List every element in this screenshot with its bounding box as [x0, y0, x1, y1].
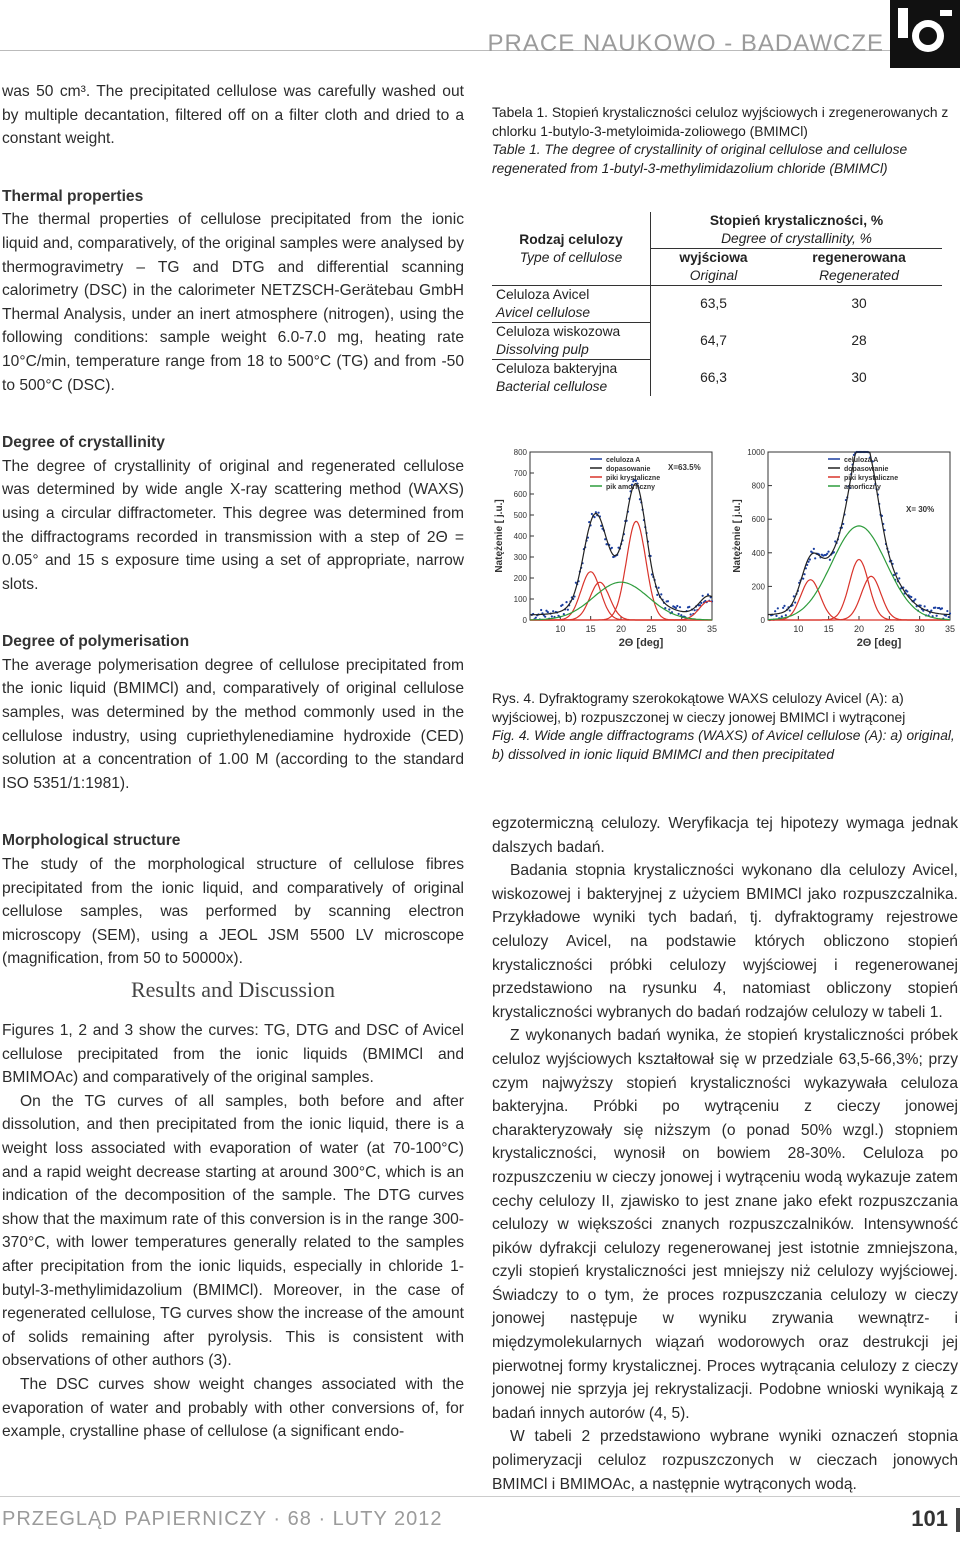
footer-rule: [0, 1496, 960, 1497]
y-tick-label: 0: [522, 616, 527, 625]
data-point: [934, 607, 936, 609]
data-point: [782, 607, 784, 609]
data-point: [783, 605, 785, 607]
legend-label: celuloza A: [844, 457, 879, 464]
fit-curve: [530, 484, 712, 615]
figure-4-diffractograms: [486, 440, 960, 670]
crystal-paragraph: The degree of crystallinity of original and regenerated cellulose was determined by wide angle X-ray scattering method (WAXS) using a circular diffractometer. This degree was determined from the diffractograms recorded in transmission with a step of 2Θ = 0.05° and 15 s exposure time using a set of appropriate, narrow slots.: [2, 457, 464, 593]
y-tick-label: 200: [513, 574, 527, 583]
data-point: [898, 577, 900, 579]
figure4-caption-en: Fig. 4. Wide angle diffractograms (WAXS) of Avicel cellulose (A): a) original, b) dissolved in ionic liquid BMIMCl and then precipitated: [492, 728, 955, 762]
y-tick-label: 100: [513, 595, 527, 604]
right-column: [492, 812, 958, 1496]
legend-label: celuloza A: [606, 457, 641, 464]
data-point: [675, 607, 677, 609]
y-tick-label: 600: [751, 515, 765, 525]
table-row: Celuloza wiskozowa Dissolving pulp 64,7 28: [492, 323, 942, 360]
morph-paragraph: The study of the morphological structure of cellulose fibres precipitated from the ionic liquid, and comparatively of original cellulose samples, was performed by scanning electron microscopy (SEM), using a JEOL JSM 5500 LV microscope (magnification, from 50 to 50000x).: [2, 856, 464, 968]
data-point: [936, 615, 938, 617]
right-paragraph-3: Z wykonanych badań wynika, że stopień krystaliczności próbek celuloz wyjściowych kształtował się w przedziale 63,5-66,3%; przy czym najwyższy stopień krystaliczności wykazywała celuloza bakteryjna. Próbki po wytrąceniu z cieczy jonowej charakteryzowały się niższym (o ponad 50% wzgl.) stopniem krystaliczności, wynosił on bowiem 28-30%. Celuloza po rozpuszczeniu w cieczy jonowej i wytrąceniu wodą wykazuje zatem cechy celulozy II, zjawisko to jest znane jako efekt rozpuszczania celulozy w większości znanych rozpuszczalników. Intensywność pików dyfrakcji celulozy regenerowanej jest istotnie zmniejszona, czyli stopień krystaliczności jest mniejszy niż celulozy wyjściowej. Świadczy to o tym, że proces rozpuszczania celulozy w cieczy jonowej następuje w wyniku zrywania wewnątrz- i międzymolekularnych wiązań wodorowych oraz destrukcji jej pierwotnej formy krystalicznej. Proces wytrącania celulozy z cieczy jonowej nie sprzyja jej rekrystalizacji. Podobne wnioski wynikają z badań innych autorów (4, 5).: [492, 1027, 958, 1422]
data-point: [565, 601, 567, 603]
intro-paragraph: was 50 cm³. The precipitated cellulose was carefully washed out by multiple decantation, filtered off on a filter cloth and dried to a constant weight.: [2, 83, 464, 148]
x-tick-label: 30: [676, 624, 687, 634]
x-tick-label: 25: [884, 624, 895, 634]
x-axis-label: 2Θ [deg]: [856, 637, 902, 649]
page-footer: [0, 1486, 960, 1546]
results-heading: Results and Discussion: [130, 977, 336, 1002]
data-point: [567, 609, 569, 611]
data-point: [813, 548, 815, 550]
x-tick-label: 35: [706, 624, 718, 634]
crystallinity-table: [492, 212, 942, 396]
results-paragraph-3: The DSC curves show weight changes associated with the evaporation of water and probably with other conversions of, for example, crystalline phase of cellulose (a significant endo-: [2, 1375, 464, 1441]
y-tick-label: 700: [513, 469, 527, 478]
x-tick-label: 35: [944, 624, 956, 634]
left-column: [2, 80, 464, 1444]
thermal-paragraph: The thermal properties of cellulose precipitated from the ionic liquid and, comparatively, of the original samples were analysed by thermogravimetry – TG and DTG and differential scanning calorimetry (DSC) in the calorimeter NETZSCH-Gerätebau GmbH Thermal Analysis, under an inert atmosphere (nitrogen), using the following conditions: sample weight 6.0-7.0 mg, heating rate 10°C/min, temperature range from 18 to 500°C (TG) and from -50 to 500°C (DSC).: [2, 211, 464, 394]
data-point: [547, 611, 549, 613]
figure4-caption: [492, 690, 958, 764]
y-tick-label: 800: [751, 481, 765, 491]
results-paragraph-1: Figures 1, 2 and 3 show the curves: TG, DTG and DSC of Avicel cellulose precipitated from the ionic liquids (BMIMCl and BMIMOAc) and comparatively of the original samples.: [2, 1022, 464, 1087]
data-point: [694, 609, 696, 611]
data-point: [924, 605, 926, 607]
component-curve: [768, 526, 950, 620]
x-tick-label: 10: [555, 624, 566, 634]
y-tick-label: 500: [513, 511, 527, 520]
data-point: [658, 587, 660, 589]
y-tick-label: 400: [513, 532, 527, 541]
crystal-heading: Degree of crystallinity: [2, 434, 165, 452]
x-tick-label: 30: [914, 624, 925, 634]
data-point: [814, 557, 816, 559]
figure4-caption-pl: Rys. 4. Dyfraktogramy szerokokątowe WAXS celulozy Avicel (A): a) wyjściowej, b) rozpuszczonej w cieczy jonowej BMIMCl i wytrąconej: [492, 691, 906, 725]
y-axis-label: Natężenie [ j.u.]: [494, 499, 505, 573]
morph-heading: Morphological structure: [2, 832, 181, 850]
data-point: [667, 600, 669, 602]
data-point: [809, 558, 811, 560]
data-point: [826, 553, 828, 555]
data-point: [561, 604, 563, 606]
journal-logo-icon: [890, 0, 960, 68]
data-point: [702, 595, 704, 597]
col-type-header: Rodzaj celulozy Type of cellulose: [492, 212, 651, 286]
journal-title: PRZEGLĄD PAPIERNICZY · 68 · LUTY 2012: [2, 1508, 443, 1530]
col-regenerated-header: regenerowana Regenerated: [776, 249, 942, 286]
data-point: [941, 607, 943, 609]
y-tick-label: 300: [513, 553, 527, 562]
x-tick-label: 20: [615, 624, 627, 634]
data-point: [552, 610, 554, 612]
data-point: [946, 610, 948, 612]
data-point: [794, 601, 796, 603]
x-tick-label: 20: [853, 624, 865, 634]
y-tick-label: 400: [751, 548, 765, 558]
data-point: [802, 578, 804, 580]
data-point: [707, 593, 709, 595]
results-paragraph-2: On the TG curves of all samples, both before and after dissolution, and then precipitated from the ionic liquid, there is a weight loss associated with evaporation of water (at 70-100°C) and a rapid weight decrease starting at around 300°C, which is an indication of the decomposition of the sample. The DTG curves show that the maximum rate of this conversion is in the range 300-370°C, with lower temperatures generally related to the samples after precipitation from the ionic liquids, especially in chloride 1-butyl-3-methylimidazolium (BMIMCl). Moreover, in the case of regenerated cellulose, TG curves show the increase of the amount of solids remaining after pyrolysis. This is consistent with observations of other authors (3).: [2, 1092, 464, 1370]
table1-caption-en: Table 1. The degree of crystallinity of original cellulose and cellulose regenerated from 1-butyl-3-methylimidazolium chloride (BMIMCl): [492, 142, 908, 176]
col-original-header: wyjściowa Original: [651, 249, 776, 286]
data-point: [535, 617, 537, 619]
right-paragraph-4: W tabeli 2 przedstawiono wybrane wyniki oznaczeń stopnia polimeryzacji celuloz rozpuszczonych w cieczach jonowych BMIMCl i BMIMOAc, a następnie wytrąconych wodą.: [492, 1428, 958, 1493]
right-paragraph-1: egzotermiczną celulozy. Weryfikacja tej hipotezy wymaga jednak dalszych badań.: [492, 815, 958, 856]
data-point: [777, 607, 779, 609]
data-point: [668, 608, 670, 610]
data-point: [789, 609, 791, 611]
data-point: [829, 559, 831, 561]
data-point: [827, 551, 829, 553]
data-point: [591, 513, 593, 515]
y-tick-label: 0: [760, 616, 765, 625]
x-tick-label: 10: [793, 624, 804, 634]
data-point: [611, 547, 613, 549]
annotation: X= 30%: [906, 505, 935, 514]
x-axis-label: 2Θ [deg]: [618, 637, 664, 649]
data-point: [688, 606, 690, 608]
table1-caption-pl: Tabela 1. Stopień krystaliczności celuloz wyjściowych i zregenerowanych z chlorku 1-butylo-3-metyloimida-zoliowego (BMIMCl): [492, 105, 949, 139]
data-point: [551, 615, 553, 617]
table-row: Celuloza Avicel Avicel cellulose 63,5 30: [492, 286, 942, 323]
data-point: [679, 606, 681, 608]
y-axis-label: Natężenie [ j.u.]: [732, 499, 743, 573]
data-point: [948, 616, 950, 618]
y-tick-label: 600: [513, 490, 527, 499]
poly-heading: Degree of polymerisation: [2, 633, 190, 651]
right-paragraph-2: Badania stopnia krystaliczności wykonano dla celulozy Avicel, wiskozowej i bakteryjnej z użyciem BMIMCl jako rozpuszczalnika. Przykładowe wyniki tych badań, tj. dyfraktogramy rejestrowe celulozy Avicel, na podstawie których obliczono stopień krystaliczności próbki celulozy wyjściowej i regenerowanej przedstawiono na rysunku 4, natomiast obliczony stopień krystaliczności wybranych do badań rodzajów celulozy w tabeli 1.: [492, 862, 958, 1021]
page-number-bar: [956, 1508, 960, 1532]
table-row: Celuloza bakteryjna Bacterial cellulose 66,3 30: [492, 360, 942, 397]
data-point: [781, 615, 783, 617]
page-header: [0, 0, 960, 70]
page-number: 101: [911, 1506, 948, 1531]
y-tick-label: 200: [751, 582, 765, 592]
data-point: [914, 598, 916, 600]
data-point: [775, 615, 777, 617]
data-point: [540, 609, 542, 611]
data-point: [563, 613, 565, 615]
x-tick-label: 15: [585, 624, 596, 634]
data-point: [910, 596, 912, 598]
legend-label: piki krystaliczne: [606, 475, 661, 482]
legend-label: pik amorficzny: [606, 484, 656, 491]
legend-label: dopasowanie: [606, 466, 651, 473]
data-point: [906, 590, 908, 592]
data-point: [593, 516, 595, 518]
x-tick-label: 25: [646, 624, 657, 634]
poly-paragraph: The average polymerisation degree of cellulose precipitated from the ionic liquid (BMIMCl) and, comparatively of original cellulose samples, was determined by the method commonly used in the cellulose industry, using cupriethylenediamine hydroxide (CED) solution at a concentration of 1.00 M (according to the standard ISO 5351/1:1981).: [2, 656, 464, 792]
component-curve: [530, 522, 712, 621]
data-point: [676, 605, 678, 607]
legend-label: amorficzny: [844, 484, 881, 491]
data-point: [690, 613, 692, 615]
data-point: [785, 614, 787, 616]
y-tick-label: 1000: [747, 448, 765, 457]
col-degree-header: Stopień krystaliczności, % Degree of crystallinity, %: [651, 212, 943, 249]
data-point: [803, 573, 805, 575]
data-point: [656, 594, 658, 596]
data-point: [774, 610, 776, 612]
legend-label: dopasowanie: [844, 466, 889, 473]
annotation: X=63.5%: [668, 463, 701, 472]
data-point: [660, 593, 662, 595]
legend-label: piki krystaliczne: [844, 475, 899, 482]
data-point: [678, 613, 680, 615]
section-title: PRACE NAUKOWO - BADAWCZE: [487, 30, 884, 57]
thermal-heading: Thermal properties: [2, 187, 144, 205]
table1-caption: [492, 104, 958, 178]
data-point: [597, 512, 599, 514]
y-tick-label: 800: [513, 448, 527, 457]
x-tick-label: 15: [823, 624, 834, 634]
data-point: [544, 616, 546, 618]
